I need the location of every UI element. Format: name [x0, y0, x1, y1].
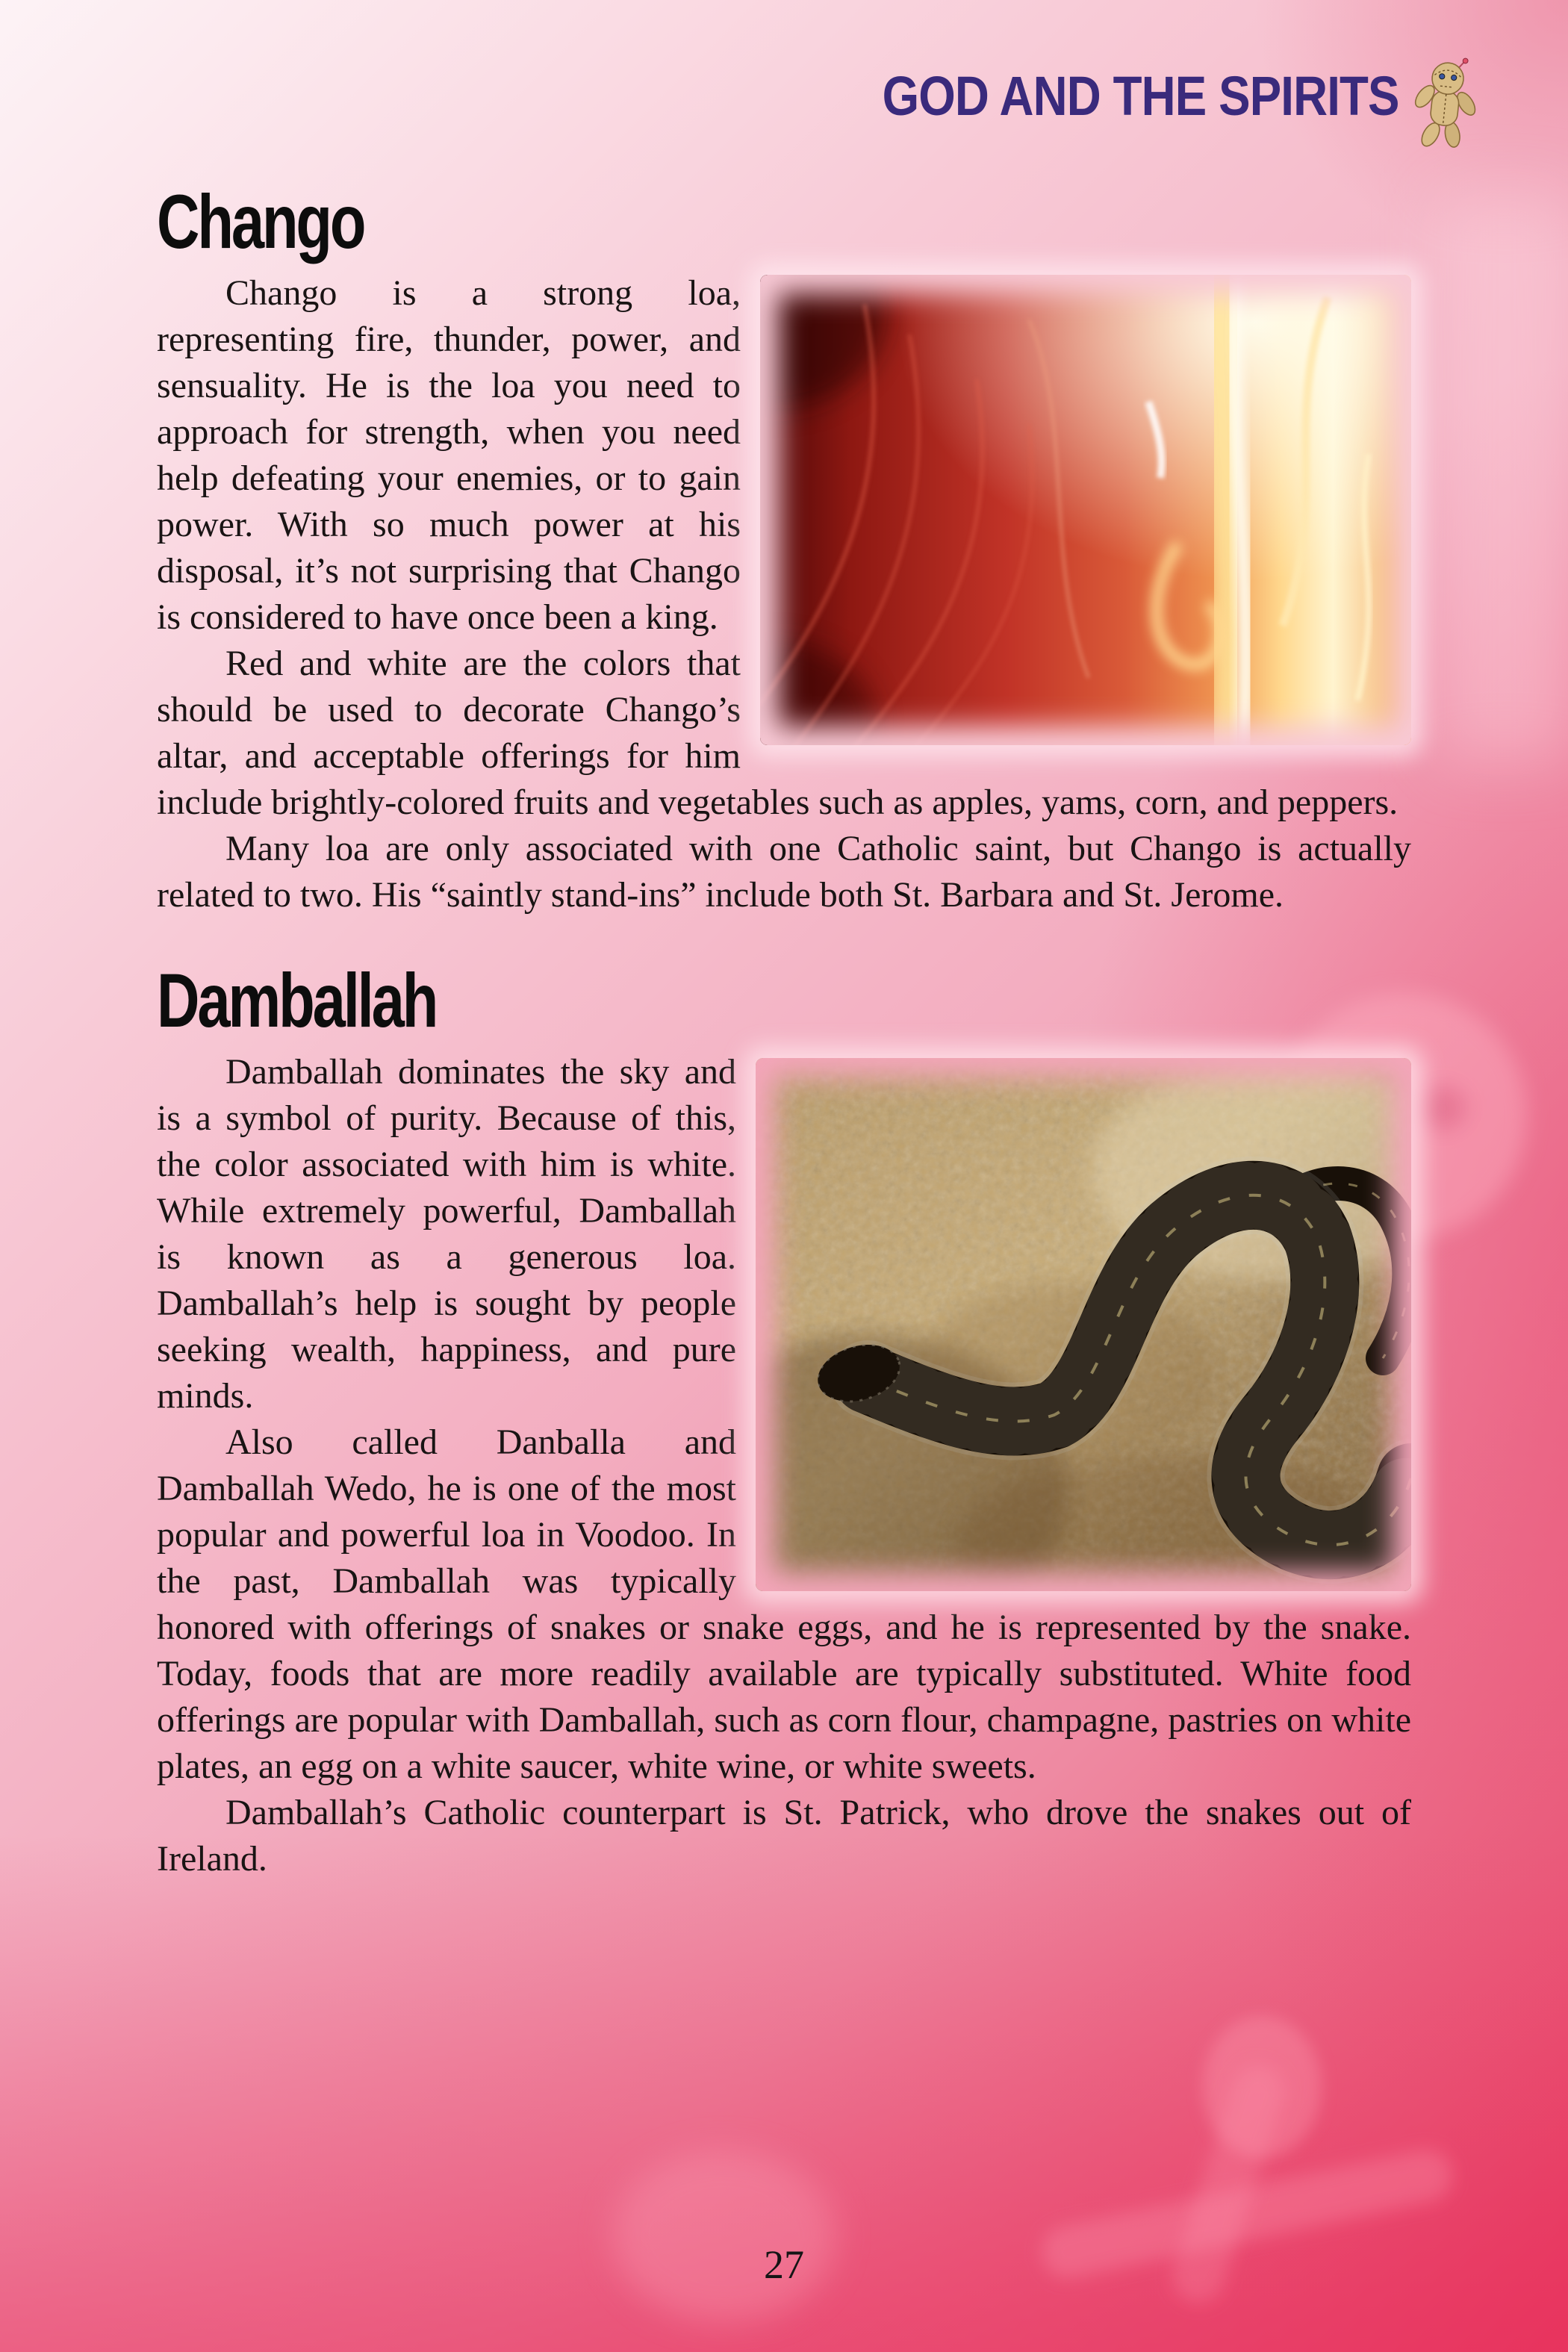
- section-damballah: [157, 957, 1411, 1882]
- section-heading-damballah: [157, 957, 1411, 1043]
- watermark-skeleton-head: [1202, 2016, 1322, 2158]
- page-header: [0, 0, 1568, 153]
- section-body-damballah: [157, 1049, 1411, 1882]
- page-title: GOD AND THE SPIRITS: [882, 65, 1399, 127]
- damballah-snake-image: [756, 1058, 1411, 1591]
- section-body-chango: [157, 270, 1411, 918]
- chango-fire-image: [760, 275, 1411, 745]
- section-chango: [157, 179, 1411, 918]
- paragraph: Damballah’s Catholic counterpart is St. Patrick, who drove the snakes out of Ireland.: [157, 1792, 1411, 1879]
- section-heading-chango: [157, 179, 1411, 264]
- paragraph: Also called Danballa and Damballah Wedo, he is one of the most popular and powerful loa in Voodoo. In the past, Damballah was typically honored with offerings of snakes or snake eggs, and he is represented by the snake. Today, foods that are more readily available are typically substituted. White food offerings are popular with Damballah, such as corn flour, champagne, pastries on white plates, an egg on a white saucer, white wine, or white sweets.: [157, 1422, 1411, 1786]
- watermark-light-blob: [612, 2150, 836, 2322]
- page-number: 27: [764, 2242, 804, 2287]
- paragraph: Red and white are the colors that should be used to decorate Chango’s altar, and acceptable offerings for him include brightly-colored fruits and vegetables such as apples, yams, corn, and peppers.: [157, 643, 1399, 822]
- paragraph: Damballah dominates the sky and is a symbol of purity. Because of this, the color associated with him is white. While extremely powerful, Damballah is known as a generous loa. Damballah’s help is sought by people seeking wealth, happiness, and pure minds.: [157, 1051, 736, 1416]
- voodoo-doll-icon: [1411, 55, 1480, 153]
- section-heading-text: Chango: [157, 179, 364, 264]
- paragraph: Chango is a strong loa, representing fire, thunder, power, and sensuality. He is the loa you need to approach for strength, when you need help defeating your enemies, or to gain power. With so much power at his disposal, it’s not surprising that Chango is considered to have once been a king.: [157, 273, 741, 637]
- paragraph: Many loa are only associated with one Catholic saint, but Chango is actually related to two. His “saintly stand-ins” include both St. Barbara and St. Jerome.: [157, 828, 1411, 915]
- section-heading-text: Damballah: [157, 957, 437, 1043]
